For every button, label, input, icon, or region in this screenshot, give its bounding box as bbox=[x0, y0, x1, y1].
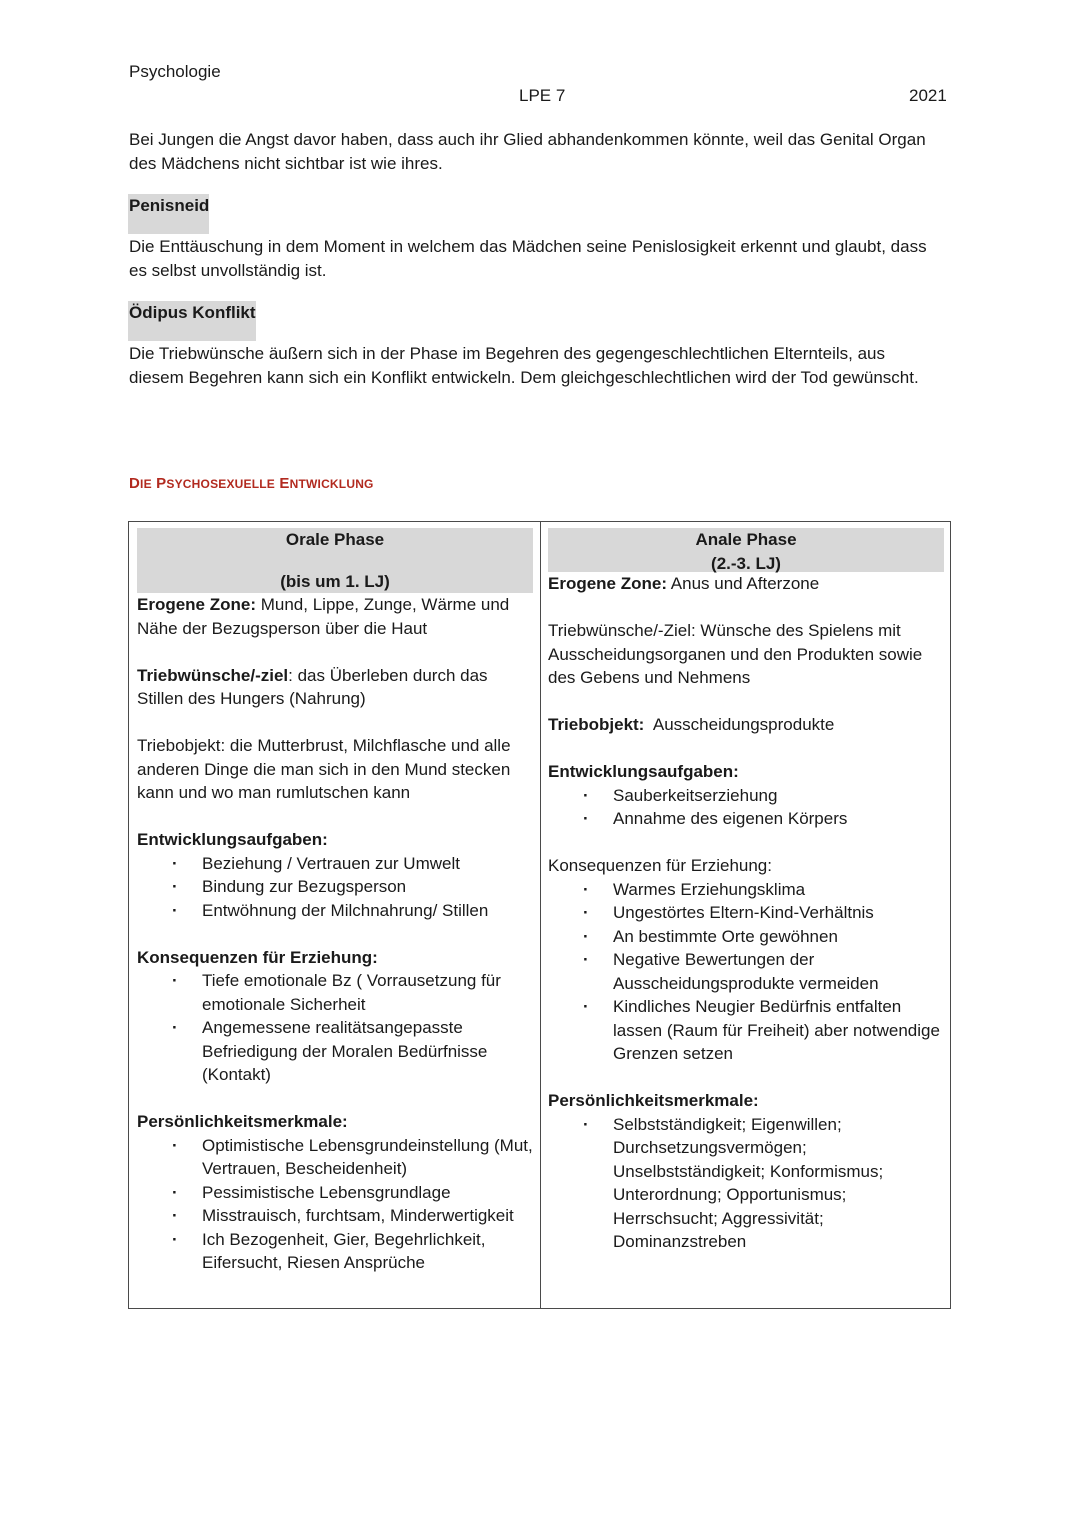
list-item: · Angemessene realitätsangepasste Befriedigung der Moralen Bedürfnisse (Kontakt) bbox=[137, 1016, 533, 1087]
oral-phase-title: Orale Phase bbox=[285, 530, 385, 549]
oral-consequences-list bbox=[137, 969, 533, 1087]
term-title-oedipus: Ödipus Konflikt bbox=[128, 301, 256, 341]
header-year: 2021 bbox=[909, 86, 947, 105]
oral-object: Triebobjekt: die Mutterbrust, Milchflasche und alle anderen Dinge die man sich in den Mund stecken kann und wo man rumlutschen kann bbox=[137, 736, 511, 802]
list-item: · Kindliches Neugier Bedürfnis entfalten lassen (Raum für Freiheit) aber notwendige Grenzen setzen bbox=[548, 995, 944, 1066]
list-item: · Ungestörtes Eltern-Kind-Verhältnis bbox=[548, 901, 944, 925]
list-item: · Warmes Erziehungsklima bbox=[548, 878, 944, 902]
anal-phase-header bbox=[548, 528, 944, 572]
oral-wish: Triebwünsche/-ziel: das Überleben durch das Stillen des Hungers (Nahrung) bbox=[137, 665, 488, 708]
anal-phase-title: Anale Phase bbox=[695, 530, 797, 549]
header-subject: Psychologie bbox=[129, 62, 221, 81]
anal-tasks-label: Entwicklungsaufgaben: bbox=[548, 762, 739, 781]
anal-consequences-label: Konsequenzen für Erziehung: bbox=[548, 856, 772, 875]
anal-phase-column bbox=[548, 528, 944, 1254]
intro-paragraph: Bei Jungen die Angst davor haben, dass auch ihr Glied abhandenkommen könnte, weil das Genital Organ des Mädchens nicht sichtbar ist wie ihres. bbox=[129, 130, 926, 173]
list-item: · Tiefe emotionale Bz ( Vorrausetzung für emotionale Sicherheit bbox=[137, 969, 533, 1016]
oral-traits-list bbox=[137, 1134, 533, 1275]
list-item: · Annahme des eigenen Körpers bbox=[548, 807, 944, 831]
term-title-penisneid: Penisneid bbox=[128, 194, 209, 234]
anal-zone: Erogene Zone: Anus und Afterzone bbox=[548, 574, 820, 593]
list-item: · Pessimistische Lebensgrundlage bbox=[137, 1181, 533, 1205]
list-item: · Ich Bezogenheit, Gier, Begehrlichkeit, Eifersucht, Riesen Ansprüche bbox=[137, 1228, 533, 1275]
anal-traits-list bbox=[548, 1113, 944, 1254]
list-item: · Bindung zur Bezugsperson bbox=[137, 875, 533, 899]
list-item: · Sauberkeitserziehung bbox=[548, 784, 944, 808]
oral-phase-age: (bis um 1. LJ) bbox=[280, 571, 390, 591]
oral-traits-label: Persönlichkeitsmerkmale: bbox=[137, 1112, 348, 1131]
oral-tasks-list bbox=[137, 852, 533, 923]
anal-object: Triebobjekt: Ausscheidungsprodukte bbox=[548, 715, 835, 734]
anal-phase-age: (2.-3. LJ) bbox=[711, 553, 781, 573]
anal-consequences-list bbox=[548, 878, 944, 1066]
oral-zone: Erogene Zone: Mund, Lippe, Zunge, Wärme und Nähe der Bezugsperson über die Haut bbox=[137, 595, 510, 638]
oral-phase-header bbox=[137, 528, 533, 593]
list-item: · Misstrauisch, furchtsam, Minderwertigkeit bbox=[137, 1204, 533, 1228]
list-item: · Entwöhnung der Milchnahrung/ Stillen bbox=[137, 899, 533, 923]
table-divider bbox=[540, 522, 541, 1308]
list-item: · Negative Bewertungen der Ausscheidungsprodukte vermeiden bbox=[548, 948, 944, 995]
term-text-penisneid: Die Enttäuschung in dem Moment in welchem das Mädchen seine Penislosigkeit erkennt und glaubt, dass es selbst unvollständig ist. bbox=[129, 237, 927, 280]
anal-wish: Triebwünsche/-Ziel: Wünsche des Spielens mit Ausscheidungsorganen und den Produkten sowie des Gebens und Nehmens bbox=[548, 621, 923, 687]
list-item: · Beziehung / Vertrauen zur Umwelt bbox=[137, 852, 533, 876]
oral-tasks-label: Entwicklungsaufgaben: bbox=[137, 830, 328, 849]
oral-consequences-label: Konsequenzen für Erziehung: bbox=[137, 947, 378, 967]
phases-table bbox=[128, 521, 951, 1309]
anal-traits-label: Persönlichkeitsmerkmale: bbox=[548, 1091, 759, 1110]
header-unit: LPE 7 bbox=[519, 86, 566, 105]
anal-tasks-list bbox=[548, 784, 944, 831]
list-item: · An bestimmte Orte gewöhnen bbox=[548, 925, 944, 949]
term-text-oedipus: Die Triebwünsche äußern sich in der Phase im Begehren des gegengeschlechtlichen Elternteils, aus diesem Begehren kann sich ein Konflikt entwickeln. Dem gleichgeschlechtlichen wird der Tod gewünscht. bbox=[129, 344, 919, 387]
oral-phase-column bbox=[137, 528, 533, 1275]
section-title: DIE PSYCHOSEXUELLE ENTWICKLUNG bbox=[129, 475, 374, 492]
list-item: · Selbstständigkeit; Eigenwillen; Durchsetzungsvermögen; Unselbstständigkeit; Konformismus; Unterordnung; Opportunismus; Herrschsucht; Aggressivität; Dominanzstreben bbox=[548, 1113, 944, 1254]
list-item: · Optimistische Lebensgrundeinstellung (Mut, Vertrauen, Bescheidenheit) bbox=[137, 1134, 533, 1181]
